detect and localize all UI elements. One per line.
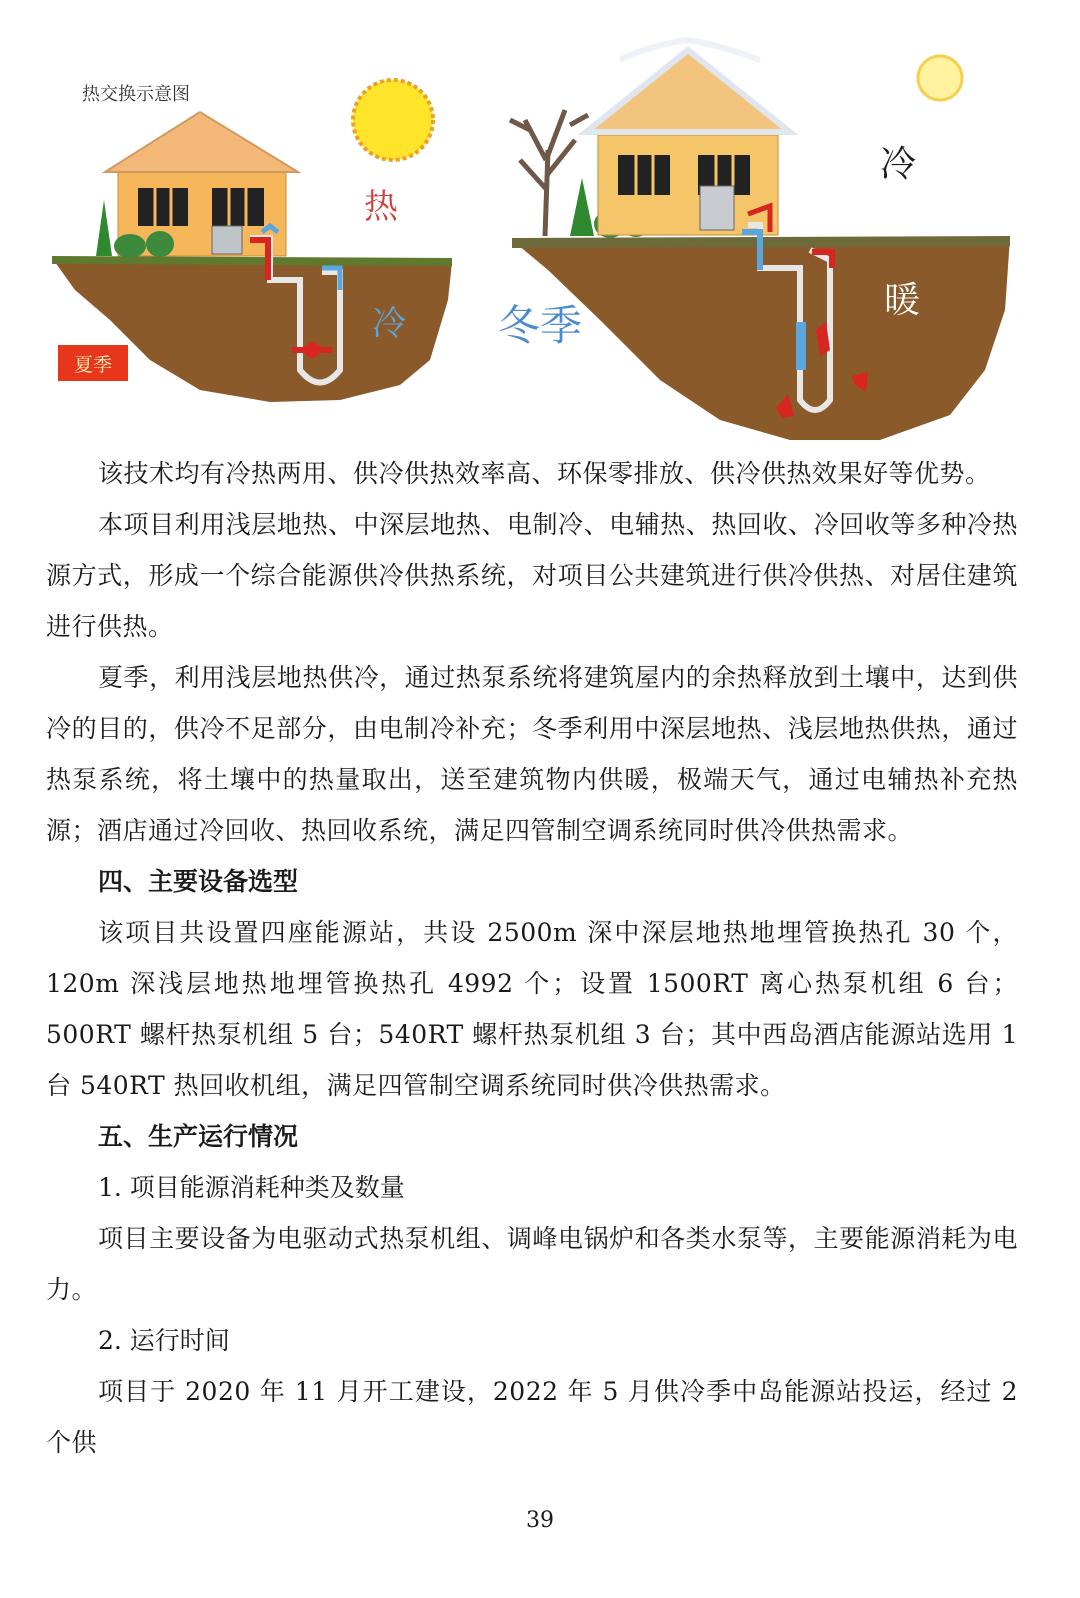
- heat-exchange-illustration: [0, 0, 1080, 450]
- winter-warm-label: 暖: [884, 280, 921, 321]
- paragraph-energy-sources: 本项目利用浅层地热、中深层地热、电制冷、电辅热、热回收、冷回收等多种冷热源方式，形成一个综合能源供冷供热系统，对项目公共建筑进行供冷供热、对居住建筑进行供热。: [46, 510, 1018, 641]
- paragraph-run-time: 项目于 2020 年 11 月开工建设，2022 年 5 月供冷季中岛能源站投运，经过 2 个供: [46, 1377, 1018, 1457]
- winter-sun: [918, 56, 962, 100]
- paragraph-energy-consumption: 项目主要设备为电驱动式热泵机组、调峰电锅炉和各类水泵等，主要能源消耗为电力。: [46, 1224, 1018, 1304]
- subheading-energy-consumption: 1. 项目能源消耗种类及数量: [98, 1173, 405, 1202]
- summer-hot-label: 热: [364, 187, 398, 227]
- paragraph-seasonal-operation: 夏季，利用浅层地热供冷，通过热泵系统将建筑屋内的余热释放到土壤中，达到供冷的目的，供冷不足部分，由电制冷补充；冬季利用中深层地热、浅层地热供热，通过热泵系统，将土壤中的热量取出，送至建筑物内供暖，极端天气，通过电辅热补充热源；酒店通过冷回收、热回收系统，满足四管制空调系统同时供冷供热需求。: [46, 663, 1018, 845]
- document-body: [46, 448, 1018, 1468]
- illustration-svg: [0, 0, 1080, 450]
- summer-season-label: 夏季: [73, 354, 113, 376]
- summer-heat-pump: [212, 226, 242, 254]
- summer-tree: [96, 200, 112, 256]
- paragraph-equipment: 该项目共设置四座能源站，共设 2500m 深中深层地热地埋管换热孔 30 个，120m 深浅层地热地埋管换热孔 4992 个；设置 1500RT 离心热泵机组 6 台；500RT 螺杆热泵机组 5 台；540RT 螺杆热泵机组 3 台；其中西岛酒店能源站选用 1 台 540RT 热回收机组，满足四管制空调系统同时供冷供热需求。: [46, 918, 1018, 1100]
- winter-house-roof: [586, 50, 790, 132]
- winter-season-label: 冬季: [498, 301, 583, 350]
- summer-window-left: [138, 188, 188, 226]
- summer-house-roof: [105, 112, 298, 172]
- winter-heat-pump: [700, 186, 734, 230]
- summer-sun: [353, 80, 433, 160]
- summer-panel: [52, 80, 452, 402]
- winter-tree: [570, 178, 594, 236]
- subheading-run-time: 2. 运行时间: [98, 1326, 230, 1355]
- section-heading-equipment: 四、主要设备选型: [98, 867, 299, 896]
- section-heading-operation: 五、生产运行情况: [98, 1122, 299, 1151]
- paragraph-advantages: 该技术均有冷热两用、供冷供热效率高、环保零排放、供冷供热效果好等优势。: [98, 459, 991, 488]
- summer-window-right: [212, 188, 264, 226]
- winter-window-left: [618, 155, 670, 195]
- winter-panel: [498, 40, 1010, 440]
- summer-cold-label: 冷: [372, 304, 406, 344]
- summer-shrub: [114, 234, 146, 258]
- page-number: 39: [526, 1508, 554, 1533]
- summer-caption: 热交换示意图: [82, 84, 190, 105]
- winter-cold-label: 冷: [880, 144, 917, 185]
